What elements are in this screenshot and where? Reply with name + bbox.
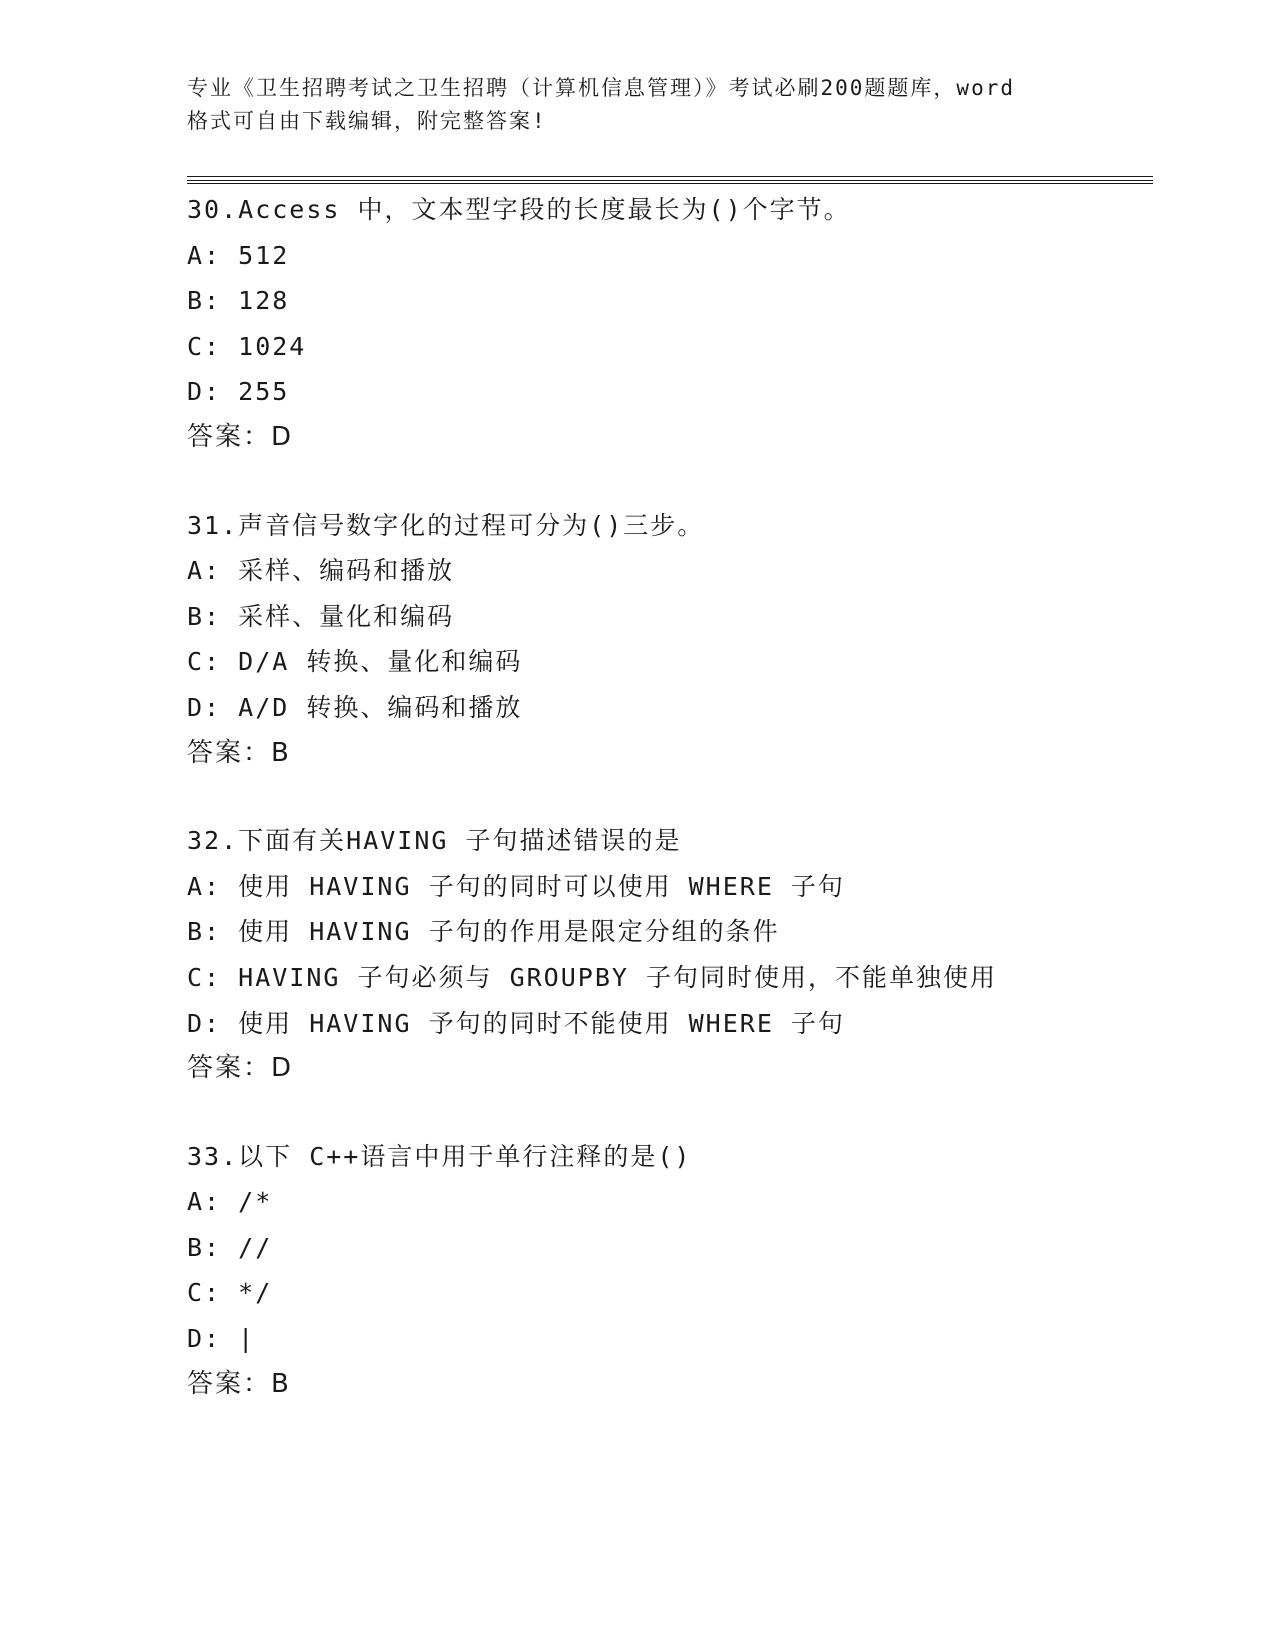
answer-line: 答案：B [187,1368,291,1399]
answer-line: 答案：B [187,737,291,768]
answer-line: 答案：D [187,1053,294,1084]
question-stem: 33.以下 C++语言中用于单行注释的是() [187,1141,692,1171]
option-c: C: HAVING 子句必须与 GROUPBY 子句同时使用，不能单独使用 [187,962,997,992]
option-b: B: 使用 HAVING 子句的作用是限定分组的条件 [187,917,780,947]
option-c: C: 1024 [187,331,307,361]
question-30 [187,187,1153,461]
option-a: A: /* [187,1187,273,1217]
question-stem: 31.声音信号数字化的过程可分为()三步。 [187,510,705,540]
option-c: C: D/A 转换、量化和编码 [187,647,523,677]
option-c: C: */ [187,1278,273,1308]
option-a: A: 使用 HAVING 子句的同时可以使用 WHERE 子句 [187,871,845,901]
answer-line: 答案：D [187,421,294,452]
header-line-2: 格式可自由下载编辑，附完整答案! [187,109,547,133]
question-stem: 32.下面有关HAVING 子句描述错误的是 [187,826,682,856]
option-d: D: 使用 HAVING 予句的同时不能使用 WHERE 子句 [187,1008,845,1038]
header-rule-top [187,176,1153,177]
question-31 [187,503,1153,777]
question-stem: 30.Access 中，文本型字段的长度最长为()个字节。 [187,195,851,224]
option-b: B: // [187,1232,273,1262]
option-b: B: 采样、量化和编码 [187,601,455,631]
option-a: A: 采样、编码和播放 [187,556,455,586]
header-rule-bottom [187,183,1153,184]
question-32 [187,818,1153,1092]
option-d: D: A/D 转换、编码和播放 [187,692,523,722]
header-rule-middle [187,180,1153,181]
header-line-1: 专业《卫生招聘考试之卫生招聘（计算机信息管理）》考试必刷200题题库，word [187,76,1015,100]
question-list [187,187,1153,1449]
question-33 [187,1134,1153,1408]
option-d: D: 255 [187,377,290,407]
document-header [187,72,1087,138]
option-b: B: 128 [187,286,290,316]
option-d: D: | [187,1324,256,1354]
option-a: A: 512 [187,240,290,270]
